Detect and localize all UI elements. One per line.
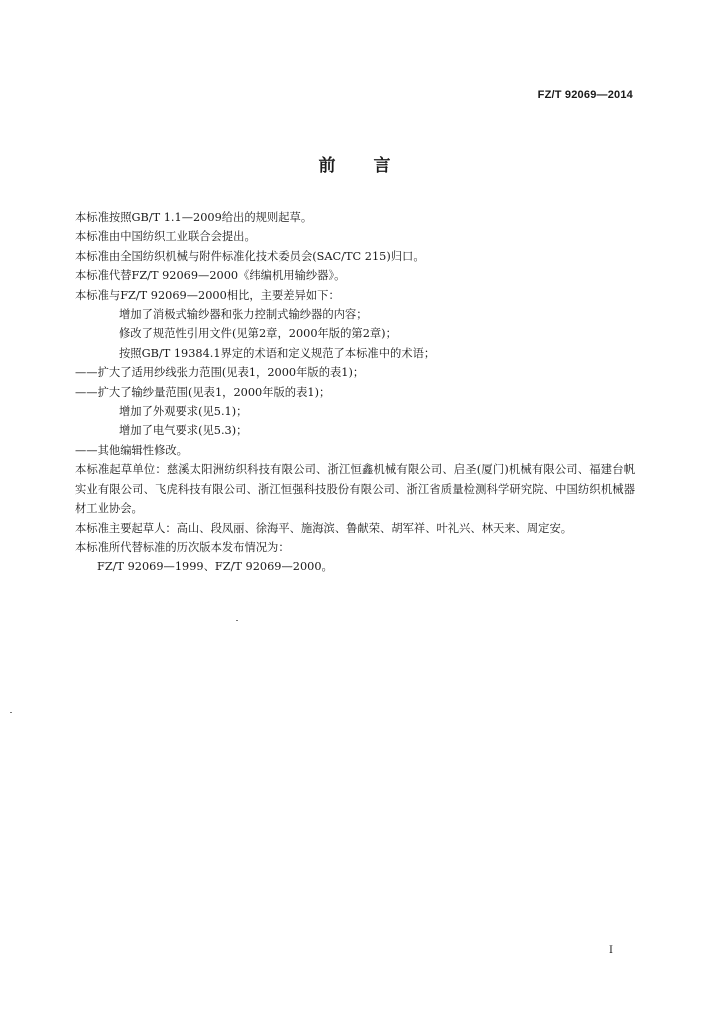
standard-code: FZ/T 92069—2014 [537, 89, 633, 101]
paragraph-history-intro: 本标准所代替标准的历次版本发布情况为： [75, 540, 290, 554]
page-title: 前言 [318, 156, 429, 176]
document-body [75, 208, 635, 577]
change-item: ——扩大了适用纱线张力范围(见表1，2000年版的表1)； [75, 366, 365, 380]
change-item: 按照GB/T 19384.1界定的术语和定义规范了本标准中的术语； [119, 346, 436, 360]
change-item: ——扩大了输纱量范围(见表1，2000年版的表1)； [75, 385, 331, 399]
paragraph-history-versions: FZ/T 92069—1999、FZ/T 92069—2000。 [97, 560, 333, 574]
page-number: I [609, 945, 613, 956]
change-item: ——其他编辑性修改。 [75, 443, 188, 457]
change-item: 增加了消极式输纱器和张力控制式输纱器的内容； [119, 308, 368, 322]
scan-speck [10, 712, 12, 713]
scan-speck [236, 620, 238, 621]
paragraph-committee: 本标准由全国纺织机械与附件标准化技术委员会(SAC/TC 215)归口。 [75, 249, 425, 263]
paragraph-drafting-rules: 本标准按照GB/T 1.1—2009给出的规则起草。 [75, 211, 313, 224]
change-item: 增加了外观要求(见5.1)； [119, 405, 248, 419]
paragraph-replaces: 本标准代替FZ/T 92069—2000《纬编机用输纱器》。 [75, 269, 346, 283]
change-item: 修改了规范性引用文件(见第2章，2000年版的第2章)； [119, 327, 397, 341]
paragraph-drafters: 本标准主要起草人：高山、段凤丽、徐海平、施海滨、鲁献荣、胡军祥、叶礼兴、林天来、周定安。 [75, 521, 573, 535]
paragraph-differences-intro: 本标准与FZ/T 92069—2000相比，主要差异如下： [75, 288, 340, 302]
paragraph-proposer: 本标准由中国纺织工业联合会提出。 [75, 230, 256, 244]
change-item: 增加了电气要求(见5.3)； [119, 424, 248, 438]
paragraph-drafting-units: 本标准起草单位：慈溪太阳洲纺织科技有限公司、浙江恒鑫机械有限公司、启圣(厦门)机械有限公司、福建台帆实业有限公司、飞虎科技有限公司、浙江恒强科技股份有限公司、浙江省质量检测科学研究院、中国纺织机械器材工业协会。 [75, 463, 635, 516]
